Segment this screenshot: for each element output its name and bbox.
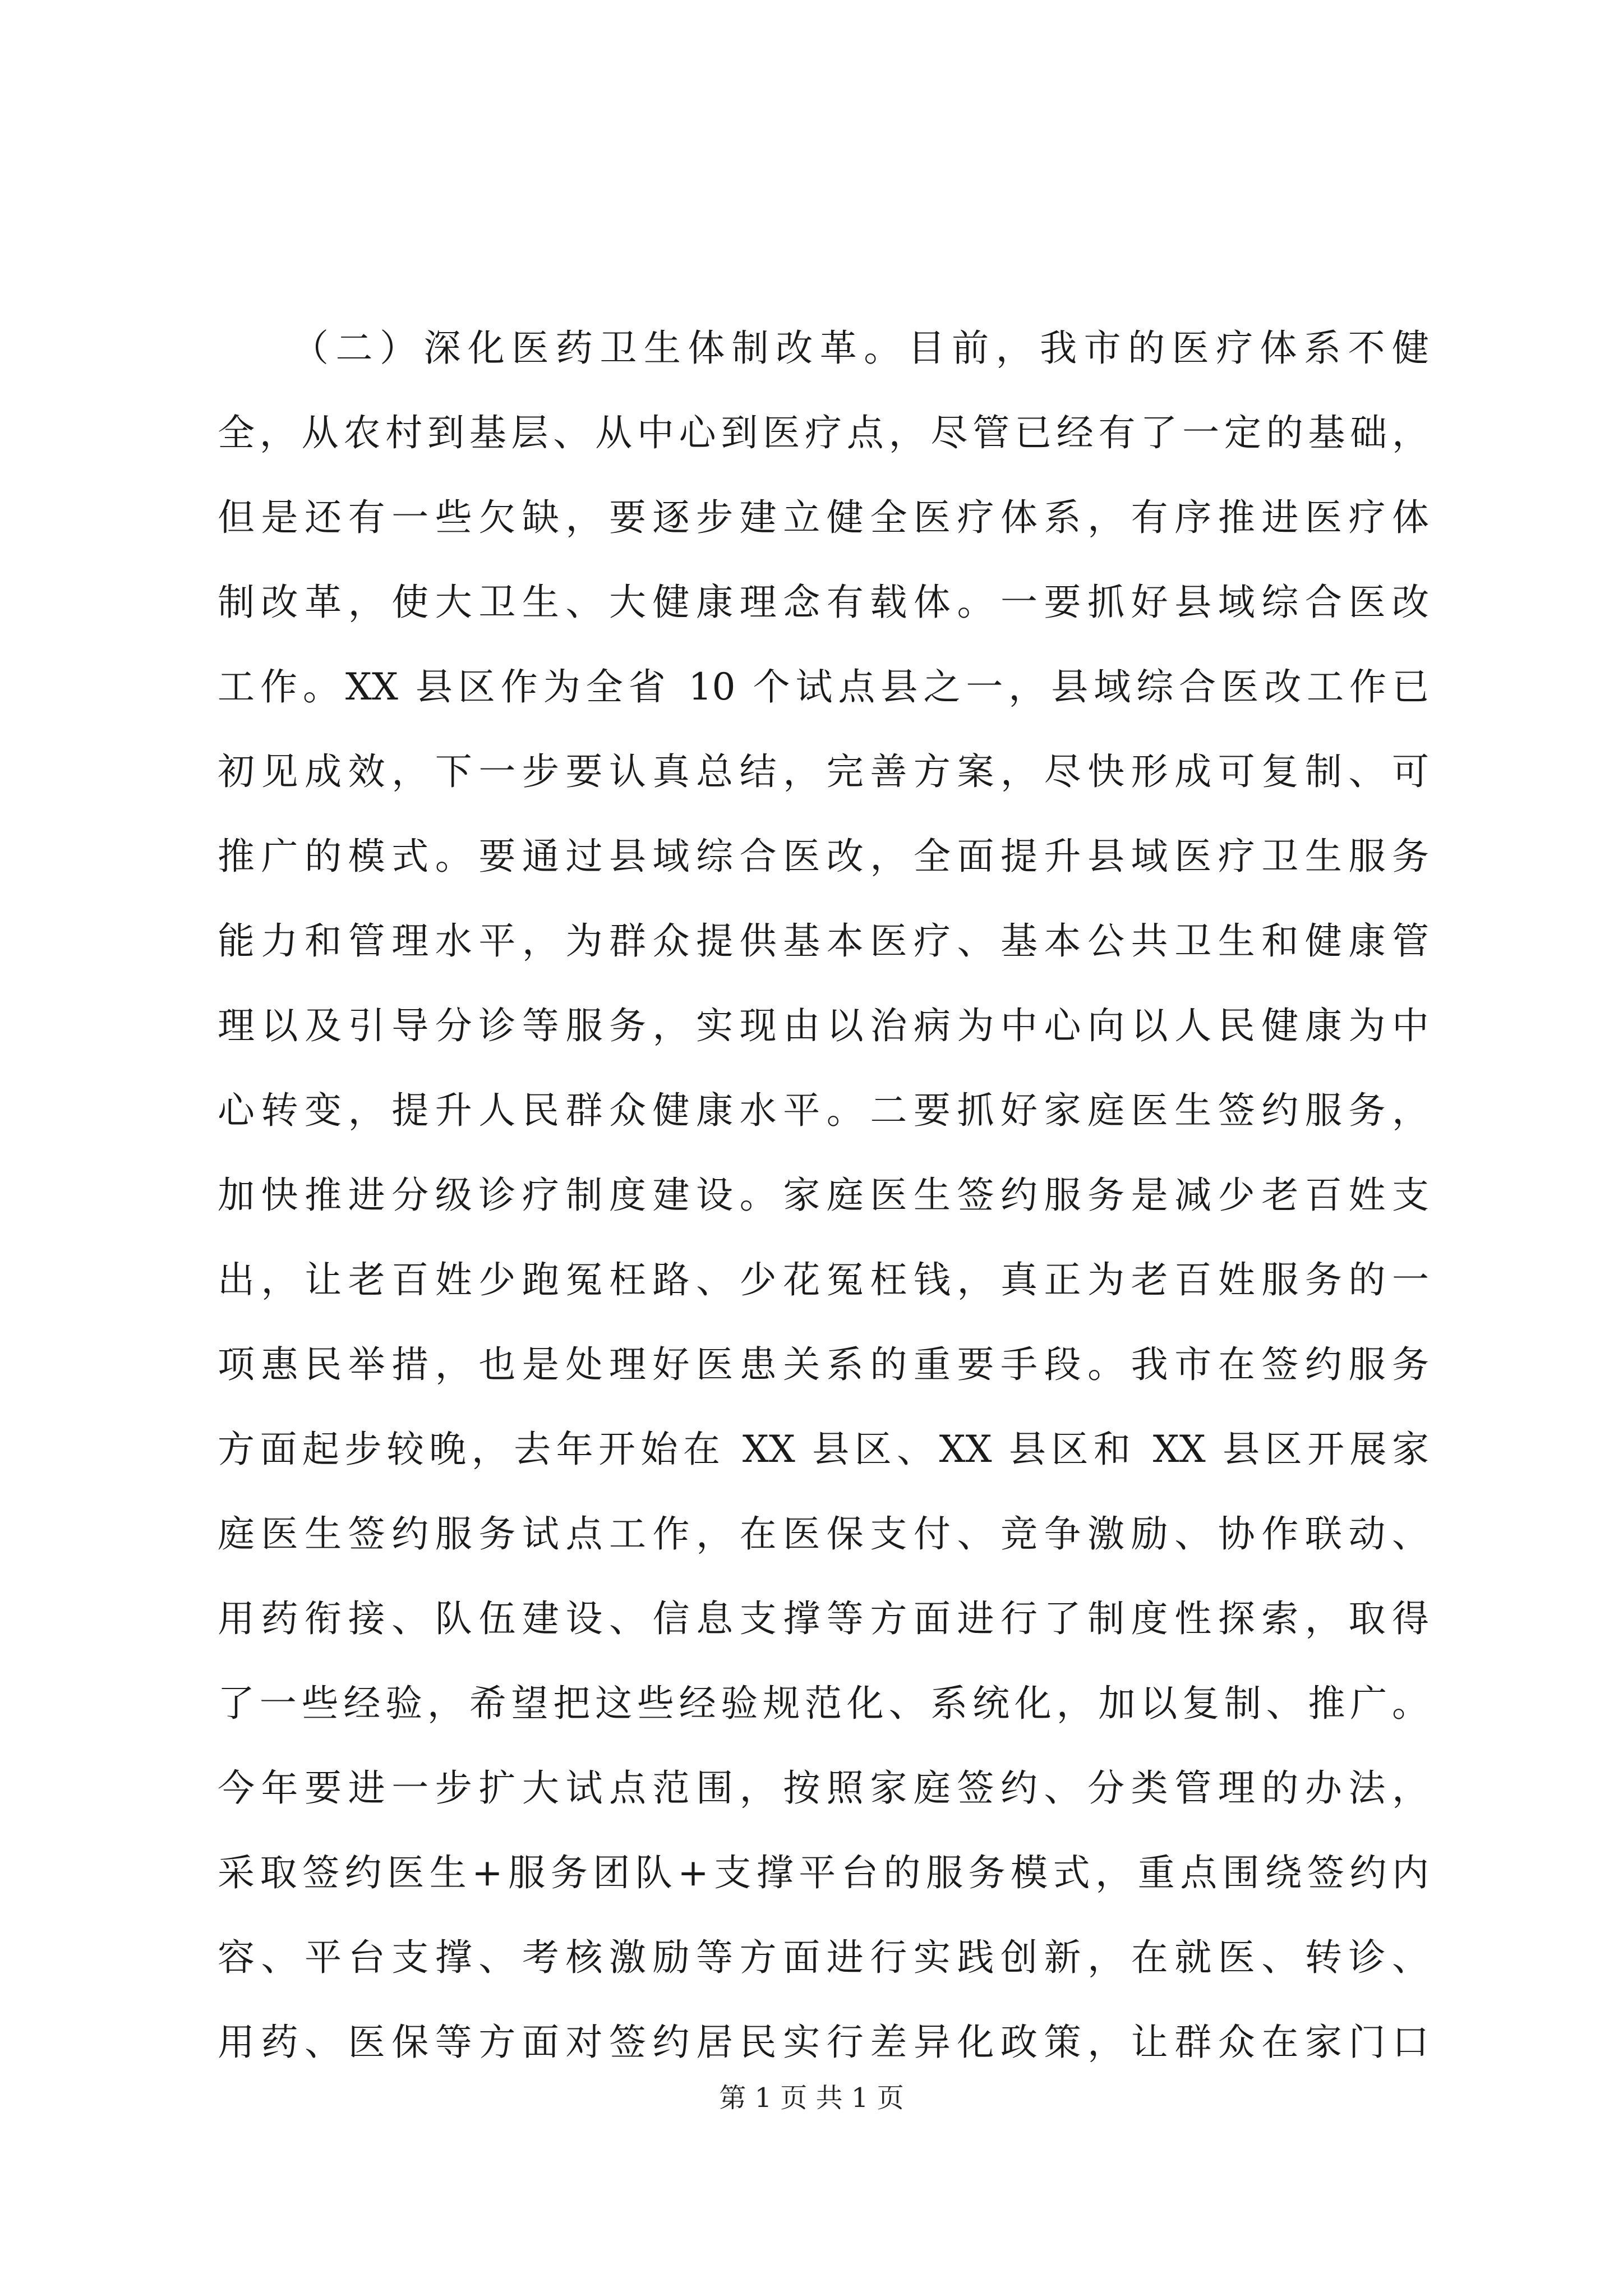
text-line: 项惠民举措，也是处理好医患关系的重要手段。我市在签约服务: [218, 1343, 1429, 1386]
text-line: 了一些经验，希望把这些经验规范化、系统化，加以复制、推广。: [218, 1682, 1429, 1725]
text-line: 能力和管理水平，为群众提供基本医疗、基本公共卫生和健康管: [218, 919, 1429, 963]
text-line: 初见成效，下一步要认真总结，完善方案，尽快形成可复制、可: [218, 750, 1429, 793]
text-line: 心转变，提升人民群众健康水平。二要抓好家庭医生签约服务，: [218, 1089, 1429, 1132]
page-number-footer: 第 1 页 共 1 页: [719, 2082, 904, 2114]
text-line: 全，从农村到基层、从中心到医疗点，尽管已经有了一定的基础，: [218, 411, 1429, 454]
text-line: 容、平台支撑、考核激励等方面进行实践创新，在就医、转诊、: [218, 1936, 1429, 1979]
text-line: 方面起步较晚，去年开始在 XX 县区、XX 县区和 XX 县区开展家: [218, 1428, 1429, 1471]
text-line: 采取签约医生+服务团队+支撑平台的服务模式，重点围绕签约内: [218, 1851, 1429, 1894]
text-line: 今年要进一步扩大试点范围，按照家庭签约、分类管理的办法，: [218, 1766, 1429, 1810]
text-line: 制改革，使大卫生、大健康理念有载体。一要抓好县域综合医改: [218, 581, 1429, 624]
text-line: 出，让老百姓少跑冤枉路、少花冤枉钱，真正为老百姓服务的一: [218, 1258, 1429, 1301]
text-line: 用药衔接、队伍建设、信息支撑等方面进行了制度性探索，取得: [218, 1597, 1429, 1640]
text-line: 加快推进分级诊疗制度建设。家庭医生签约服务是减少老百姓支: [218, 1174, 1429, 1217]
text-line: 但是还有一些欠缺，要逐步建立健全医疗体系，有序推进医疗体: [218, 496, 1429, 539]
text-line: 用药、医保等方面对签约居民实行差异化政策，让群众在家门口: [218, 2021, 1429, 2064]
text-line: （二）深化医药卫生体制改革。目前，我市的医疗体系不健: [292, 326, 1429, 370]
text-line: 庭医生签约服务试点工作，在医保支付、竞争激励、协作联动、: [218, 1512, 1429, 1556]
body-paragraph: [218, 306, 1429, 2085]
text-line: 理以及引导分诊等服务，实现由以治病为中心向以人民健康为中: [218, 1004, 1429, 1047]
text-line: 工作。XX 县区作为全省 10 个试点县之一，县域综合医改工作已: [218, 665, 1429, 708]
text-line: 推广的模式。要通过县域综合医改，全面提升县域医疗卫生服务: [218, 835, 1429, 878]
